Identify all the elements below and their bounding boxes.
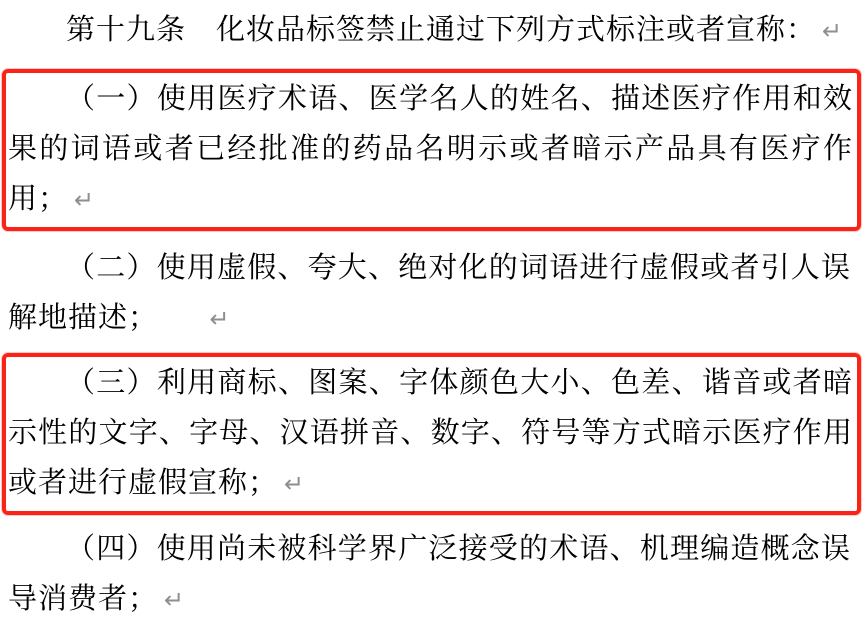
clause-3-text: （三）利用商标、图案、字体颜色大小、色差、谐音或者暗示性的文字、字母、汉语拼音、数字、符号等方式暗示医疗作用或者进行虚假宣称； — [8, 367, 853, 499]
article-heading-text: 第十九条 化妆品标签禁止通过下列方式标注或者宣称： — [66, 14, 817, 46]
paragraph-gap — [8, 57, 851, 69]
clause-paragraph-1 — [8, 74, 853, 226]
paragraph-gap — [8, 231, 851, 243]
clause-4-text: （四）使用尚未被科学界广泛接受的术语、机理编造概念误导消费者； — [8, 533, 851, 615]
clause-paragraph-2 — [8, 243, 851, 345]
paragraph-mark-icon: ↵ — [164, 587, 185, 614]
clause-paragraph-4 — [8, 524, 851, 626]
paragraph-mark-icon: ↵ — [74, 187, 95, 214]
paragraph-mark-icon: ↵ — [284, 471, 305, 498]
highlight-annotation-box-1 — [2, 69, 861, 231]
paragraph-gap — [8, 345, 851, 353]
clause-1-text: （一）使用医疗术语、医学名人的姓名、描述医疗作用和效果的词语或者已经批准的药品名明示或者暗示产品具有医疗作用； — [8, 83, 853, 215]
paragraph-mark-icon: ↵ — [822, 18, 843, 45]
highlight-annotation-box-2 — [2, 353, 861, 515]
clause-2-text: （二）使用虚假、夸大、绝对化的词语进行虚假或者引人误解地描述； — [8, 252, 851, 334]
paragraph-gap — [8, 515, 851, 524]
article-heading — [8, 5, 851, 57]
clause-paragraph-3 — [8, 358, 853, 510]
paragraph-mark-icon: ↵ — [209, 306, 230, 333]
